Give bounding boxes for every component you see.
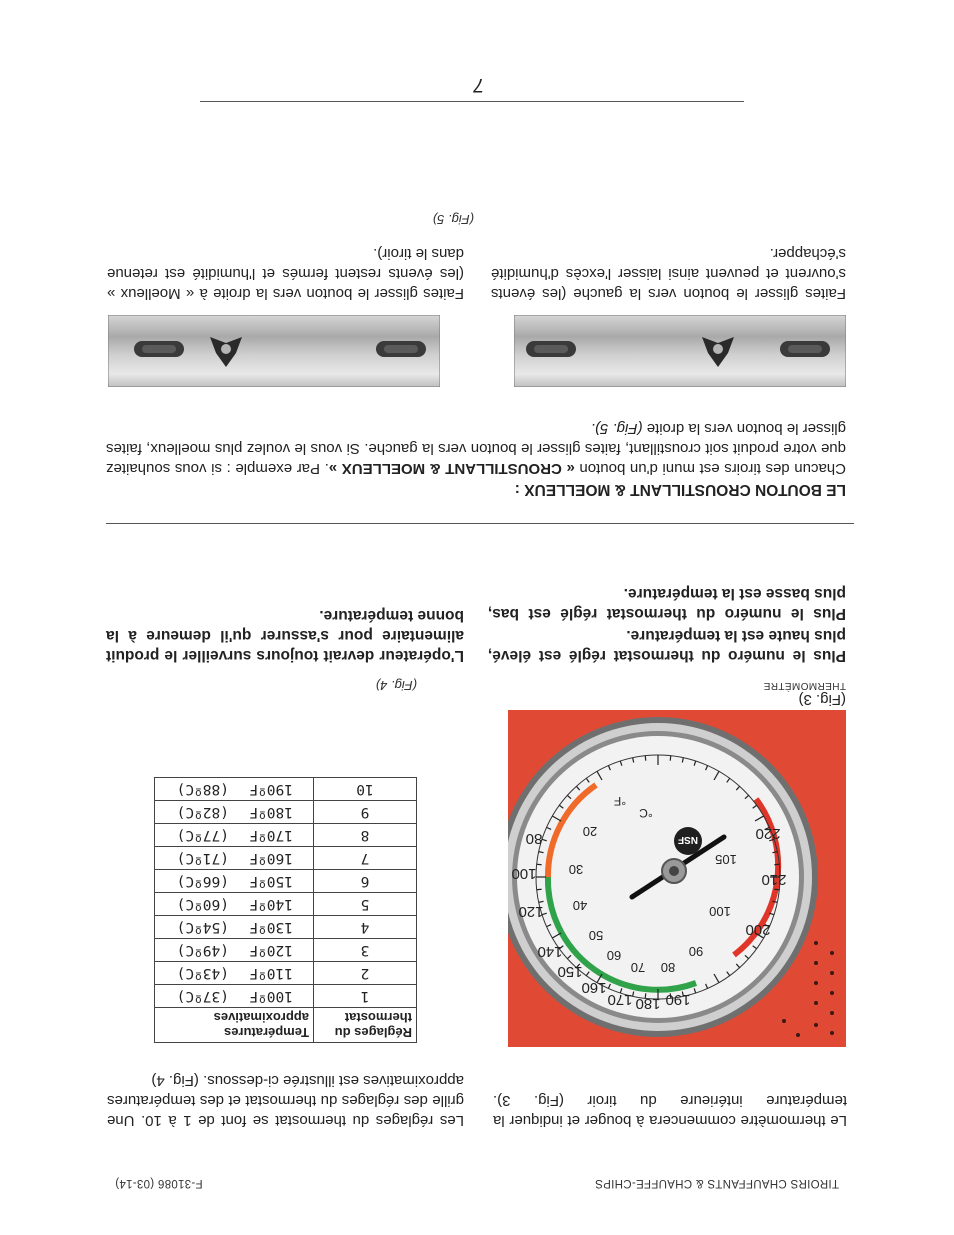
table-row: [155, 962, 417, 985]
drawer-photo-soft: [108, 315, 440, 387]
temperature-cell: [155, 801, 314, 824]
temperature-fahrenheit: 160ºF: [249, 850, 293, 866]
table-row: [155, 916, 417, 939]
fig3-caption: (Fig. 3): [798, 691, 846, 708]
svg-text:190: 190: [665, 991, 691, 1008]
svg-text:100: 100: [511, 865, 537, 882]
thermostat-setting-cell: 8: [314, 824, 417, 847]
gauge-tick: [670, 756, 671, 761]
doc-code: F-31086 (03-14): [115, 1177, 203, 1189]
temperature-celsius: (49ºC): [176, 942, 229, 958]
temperature-fahrenheit: 180ºF: [249, 804, 293, 820]
svg-text:120: 120: [518, 903, 544, 920]
svg-text:50: 50: [588, 928, 604, 943]
temperature-celsius: (43ºC): [176, 965, 229, 981]
svg-text:80: 80: [525, 830, 543, 847]
svg-text:70: 70: [630, 960, 646, 975]
footer-rule: [200, 101, 744, 102]
svg-text:140: 140: [537, 943, 563, 960]
gauge-tick: [537, 889, 542, 890]
svg-text:100: 100: [709, 904, 731, 919]
temperature-fahrenheit: 110ºF: [249, 965, 293, 981]
temperature-cell: [155, 893, 314, 916]
table-row: [155, 939, 417, 962]
svg-text:40: 40: [572, 898, 588, 913]
note-lower-temperature: Plus le numéro du thermostat réglé est bas, plus basse est la température.: [488, 585, 846, 622]
note-higher-temperature: Plus le numéro du thermostat réglé est élevé, plus haute est la température.: [488, 627, 846, 664]
table-row: [155, 847, 417, 870]
temperature-cell: [155, 847, 314, 870]
svg-text:170: 170: [607, 991, 633, 1008]
svg-text:105: 105: [715, 852, 737, 867]
knob-right-caption: Faites glisser le bouton vers la droite à « Moelleux » (les évents restent fermés et l'humidité est retenue dans le tiroir).: [107, 245, 464, 302]
table-row: [155, 893, 417, 916]
header-setting: Réglages du thermostat: [314, 1008, 417, 1043]
table-row: [155, 985, 417, 1008]
temperature-cell: [155, 916, 314, 939]
svg-text:210: 210: [761, 871, 787, 888]
temperature-celsius: (82ºC): [176, 804, 229, 820]
fig4-caption: (Fig. 4): [375, 678, 417, 693]
drawer-knob-left-graphic: [514, 315, 846, 387]
temperature-celsius: (66ºC): [176, 873, 229, 889]
thermostat-setting-cell: 10: [314, 778, 417, 801]
temperature-fahrenheit: 100ºF: [249, 988, 293, 1004]
temperature-fahrenheit: 150ºF: [249, 873, 293, 889]
temperature-fahrenheit: 140ºF: [249, 896, 293, 912]
table-row: [155, 801, 417, 824]
temperature-celsius: (77ºC): [176, 827, 229, 843]
knob-section-heading: LE BOUTON CROUSTILLANT & MOELLEUX :: [514, 481, 846, 498]
temperature-celsius: (88ºC): [176, 781, 229, 797]
thermostat-setting-cell: 3: [314, 939, 417, 962]
svg-text:220: 220: [755, 825, 781, 842]
svg-text:200: 200: [745, 921, 771, 938]
fig3-label: THERMOMÈTRE: [763, 680, 846, 691]
knob-left-caption: Faites glisser le bouton vers la gauche (les évents s'ouvrent et peuvent ainsi laisser l'excès d'humidité s'échapper.: [491, 245, 846, 302]
thermostat-setting-cell: 4: [314, 916, 417, 939]
knob-section-intro: Chacun des tiroirs est muni d'un bouton « CROUSTILLANT & MOELLEUX ». Par exemple : si vous souhaitez que votre produit soit croustillant, faites glisser le bouton vers la gauche. Si vous le voulez plus moelleux, faites glisser le bouton vers la droite (Fig. 5).: [106, 420, 846, 477]
temperature-cell: [155, 962, 314, 985]
thermostat-setting-cell: 9: [314, 801, 417, 824]
thermostat-settings-table-wrapper: [154, 777, 417, 1043]
operator-note: L'opérateur devrait toujours surveiller le produit alimentaire pour s'assurer qu'il demeure à la bonne température.: [106, 607, 464, 664]
thermometer-intro: Le thermomètre commencera à bouger et indiquer la température intérieure du tiroir (Fig. 3).: [493, 1092, 847, 1129]
temperature-cell: [155, 870, 314, 893]
drawer-photo-crispy: [514, 315, 846, 387]
temperature-fahrenheit: 170ºF: [249, 827, 293, 843]
temperature-fahrenheit: 120ºF: [249, 942, 293, 958]
table-row: [155, 824, 417, 847]
temperature-cell: [155, 939, 314, 962]
thermostat-settings-table: [154, 777, 417, 1043]
page-number: 7: [473, 74, 485, 95]
gauge-tick: [774, 889, 779, 890]
temperature-fahrenheit: 130ºF: [249, 919, 293, 935]
temperature-celsius: (37ºC): [176, 988, 229, 1004]
thermostat-setting-cell: 1: [314, 985, 417, 1008]
svg-text:160: 160: [581, 979, 607, 996]
gauge-tick: [774, 864, 779, 865]
temperature-cell: [155, 778, 314, 801]
svg-text:30: 30: [568, 862, 584, 877]
fig5-caption: (Fig. 5): [432, 212, 474, 227]
svg-text:150: 150: [557, 963, 583, 980]
section-divider: [106, 523, 854, 524]
temperature-celsius: (60ºC): [176, 896, 229, 912]
thermostat-setting-cell: 2: [314, 962, 417, 985]
nsf-badge: NSF: [678, 834, 698, 845]
svg-text:°C: °C: [639, 806, 653, 820]
temperature-cell: [155, 824, 314, 847]
temperature-celsius: (54ºC): [176, 919, 229, 935]
svg-text:80: 80: [660, 960, 676, 975]
gauge-tick: [537, 864, 542, 865]
thermostat-setting-cell: 6: [314, 870, 417, 893]
thermostat-setting-cell: 7: [314, 847, 417, 870]
doc-title: TIROIRS CHAUFFANTS & CHAUFFE-CHIPS: [594, 1177, 839, 1189]
svg-text:20: 20: [582, 824, 598, 839]
thermometer-photo: [508, 710, 846, 1047]
header-temperature: Températures approximatives: [155, 1008, 314, 1043]
svg-text:60: 60: [606, 948, 622, 963]
thermometer-dial-graphic: [508, 710, 846, 1047]
table-row: [155, 778, 417, 801]
table-row: [155, 870, 417, 893]
svg-text:90: 90: [688, 944, 704, 959]
temperature-fahrenheit: 190ºF: [249, 781, 293, 797]
temperature-celsius: (71ºC): [176, 850, 229, 866]
gauge-tick: [645, 756, 646, 761]
thermostat-setting-cell: 5: [314, 893, 417, 916]
temperature-cell: [155, 985, 314, 1008]
svg-text:°F: °F: [613, 794, 627, 808]
svg-text:180: 180: [635, 995, 661, 1012]
drawer-knob-right-graphic: [108, 315, 440, 387]
thermostat-intro: Les réglages du thermostat se font de 1 à 10. Une grille des réglages du thermostat et des températures approximatives est illustrée ci-dessous. (Fig. 4): [107, 1072, 464, 1129]
